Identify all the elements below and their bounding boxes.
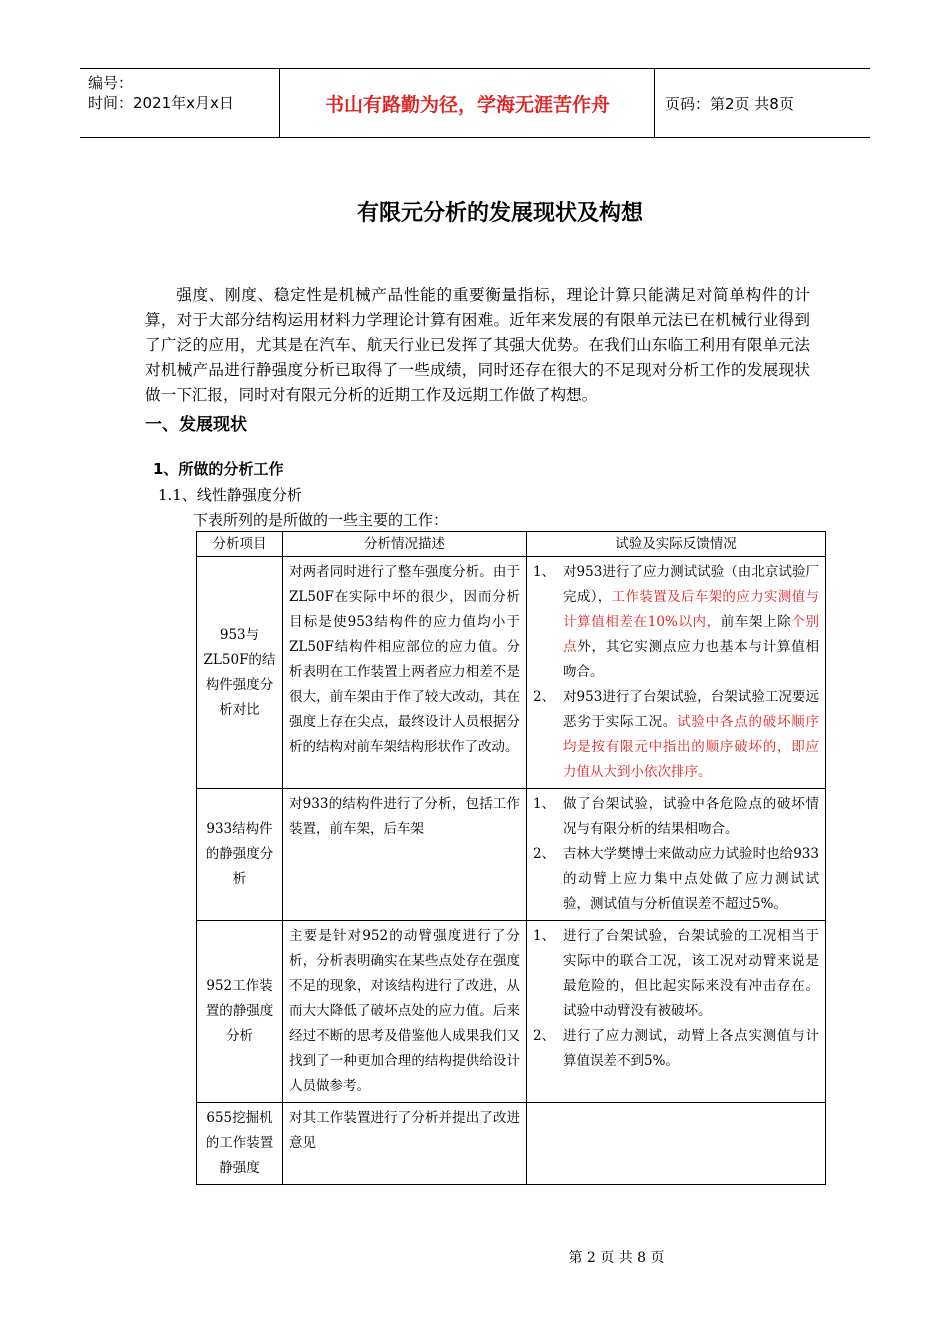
feedback-text (563, 792, 819, 842)
project-cell: 952工作装置的静强度分析 (197, 921, 283, 1103)
description-cell: 对933的结构件进行了分析，包括工作装置，前车架，后车架 (283, 789, 527, 921)
feedback-text-part: 对953进行了台架试验，台架试验工况要远恶劣于实际工况。 (563, 689, 819, 730)
header-page-info: 页码：第2页 共8页 (665, 94, 794, 113)
table-header-row (197, 532, 826, 557)
feedback-text (563, 842, 819, 917)
feedback-cell (527, 1103, 826, 1185)
description-cell: 主要是针对952的动臂强度进行了分析，分析表明确实在某些点处存在强度不足的现象，对该结构进行了改进，从而大大降低了破坏点处的应力值。后来经过不断的思考及借鉴他人成果我们又找到了一种更加合理的结构提供给设计人员做参考。 (283, 921, 527, 1103)
feedback-text (563, 924, 819, 1024)
document-title: 有限元分析的发展现状及构想 (356, 201, 643, 226)
header-meta-cell (80, 69, 280, 137)
feedback-number: 1、 (533, 796, 556, 812)
table-row (197, 1103, 826, 1185)
project-cell: 953与ZL50F的结构件强度分析对比 (197, 557, 283, 789)
feedback-item (533, 685, 819, 785)
page-header (80, 68, 870, 138)
table-header-cell: 分析情况描述 (283, 532, 527, 557)
feedback-text-part: 吉林大学樊博士来做动应力试验时也给933的动臂上应力集中点处做了应力测试试验，测试值与分析值误差不超过5%。 (563, 846, 819, 912)
feedback-item (533, 924, 819, 1024)
feedback-item (533, 1024, 819, 1074)
header-motto: 书山有路勤为径，学海无涯苦作舟 (281, 69, 655, 137)
feedback-number: 2、 (533, 689, 556, 705)
feedback-text (563, 560, 819, 685)
document-date-label: 时间：2021年x月x日 (88, 94, 234, 112)
feedback-number: 1、 (533, 564, 556, 580)
analysis-table (196, 531, 826, 1185)
description-cell: 对其工作装置进行了分析并提出了改进意见 (283, 1103, 527, 1185)
subsubsection-heading: 1.1、线性静强度分析 (158, 486, 302, 504)
project-cell: 655挖掘机的工作装置静强度 (197, 1103, 283, 1185)
feedback-text-part: 对953进行了应力测试试验（由北京试验厂完成）， (563, 564, 819, 605)
feedback-text-part: 做了台架试验，试验中各危险点的破坏情况与有限分析的结果相吻合。 (563, 796, 819, 837)
feedback-item (533, 560, 819, 685)
highlighted-text: 试验中各点的破坏顺序均是按有限元中指出的顺序破坏的，即应力值从大到小依次排序。 (563, 714, 820, 780)
table-caption: 下表所列的是所做的一些主要的工作： (193, 511, 449, 529)
project-cell: 933结构件的静强度分析 (197, 789, 283, 921)
highlighted-text: 个别点 (563, 614, 819, 655)
feedback-cell (527, 789, 826, 921)
document-number-label: 编号： (88, 74, 134, 92)
subsection-heading: 1、所做的分析工作 (153, 460, 284, 478)
feedback-number: 1、 (533, 928, 556, 944)
feedback-text (563, 1024, 819, 1074)
feedback-text-part: 前车架上除 (720, 614, 792, 630)
feedback-text-part: 进行了应力测试，动臂上各点实测值与计算值误差不到5%。 (563, 1028, 819, 1069)
intro-paragraph: 强度、刚度、稳定性是机械产品性能的重要衡量指标，理论计算只能满足对简单构件的计算，对于大部分结构运用材料力学理论计算有困难。近年来发展的有限单元法已在机械行业得到了广泛的应用，尤其是在汽车、航天行业已发挥了其强大优势。在我们山东临工利用有限单元法对机械产品进行静强度分析已取得了一些成绩，同时还存在很大的不足现对分析工作的发展现状做一下汇报，同时对有限元分析的近期工作及远期工作做了构想。 (145, 286, 810, 404)
feedback-text-part: 进行了台架试验，台架试验的工况相当于实际中的联合工况，该工况对动臂来说是最危险的，但比起实际来没有冲击存在。试验中动臂没有被破坏。 (563, 928, 819, 1019)
feedback-number: 2、 (533, 846, 556, 862)
feedback-cell (527, 921, 826, 1103)
table-row (197, 921, 826, 1103)
feedback-item (533, 842, 819, 917)
table-row (197, 789, 826, 921)
feedback-text (563, 685, 819, 785)
section-heading: 一、发展现状 (145, 415, 247, 435)
highlighted-text: 工作装置及后车架的应力实测值与计算值相差在10%以内， (563, 589, 820, 630)
description-cell: 对两者同时进行了整车强度分析。由于ZL50F在实际中坏的很少，因而分析目标是使953结构件的应力值均小于ZL50F结构件相应部位的应力值。分析表明在工作装置上两者应力相差不是很大，前车架由于作了较大改动，其在强度上存在尖点，最终设计人员根据分析的结构对前车架结构形状作了改动。 (283, 557, 527, 789)
table-header-cell: 分析项目 (197, 532, 283, 557)
table-row (197, 557, 826, 789)
feedback-number: 2、 (533, 1028, 556, 1044)
table-header-cell: 试验及实际反馈情况 (527, 532, 826, 557)
feedback-text-part: 外，其它实测点应力也基本与计算值相吻合。 (563, 639, 820, 680)
page-footer: 第 2 页 共 8 页 (568, 1250, 665, 1266)
feedback-cell (527, 557, 826, 789)
feedback-item (533, 792, 819, 842)
